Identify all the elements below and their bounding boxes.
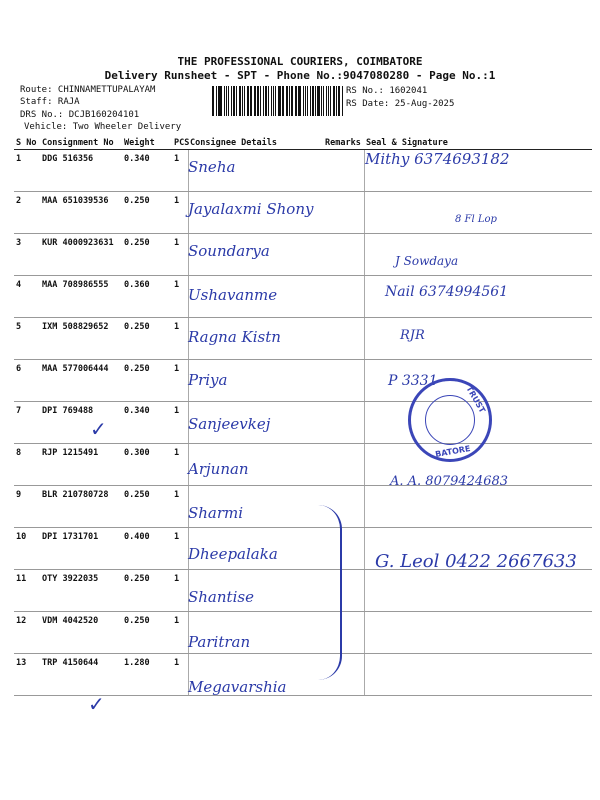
weight-cell: 0.250 <box>122 612 172 654</box>
consignee-handwriting: Jayalaxmi Shony <box>188 200 314 218</box>
pcs-cell: 1 <box>172 192 188 234</box>
col-weight: Weight <box>122 136 172 150</box>
sno-cell: 10 <box>14 528 40 570</box>
consignment-cell: DPI 769488 <box>40 402 122 444</box>
weight-cell: 0.250 <box>122 318 172 360</box>
consignee-handwriting: Arjunan <box>188 460 249 478</box>
check-mark-icon: ✓ <box>90 417 107 441</box>
sno-cell: 8 <box>14 444 40 486</box>
remarks-cell <box>323 150 364 192</box>
check-mark-icon: ✓ <box>88 692 105 716</box>
pcs-cell: 1 <box>172 276 188 318</box>
consignment-cell: IXM 508829652 <box>40 318 122 360</box>
table-header <box>14 136 592 150</box>
remarks-cell <box>323 192 364 234</box>
vehicle-label: Vehicle: Two Wheeler Delivery <box>24 122 182 132</box>
consignment-cell: DPI 1731701 <box>40 528 122 570</box>
weight-cell: 1.280 <box>122 654 172 696</box>
signature-handwriting: G. Leol 0422 2667633 <box>375 551 577 572</box>
pcs-cell: 1 <box>172 402 188 444</box>
table-row <box>14 234 592 276</box>
consignee-handwriting: Sneha <box>188 158 236 176</box>
bracket-mark <box>318 505 342 680</box>
sno-cell: 3 <box>14 234 40 276</box>
barcode <box>212 86 344 116</box>
consignment-cell: MAA 577006444 <box>40 360 122 402</box>
consignee-handwriting: Sharmi <box>188 504 244 522</box>
weight-cell: 0.400 <box>122 528 172 570</box>
company-title: THE PROFESSIONAL COURIERS, COIMBATORE <box>177 55 423 68</box>
signature-handwriting: RJR <box>400 328 425 343</box>
consignee-handwriting: Sanjeevkej <box>188 415 271 433</box>
consignee-handwriting: Dheepalaka <box>188 545 278 563</box>
pcs-cell: 1 <box>172 360 188 402</box>
sno-cell: 11 <box>14 570 40 612</box>
consignment-cell: DDG 516356 <box>40 150 122 192</box>
consignee-handwriting: Ragna Kistn <box>188 328 281 346</box>
consignee-handwriting: Megavarshia <box>188 678 287 696</box>
table-row <box>14 486 592 528</box>
route-label: Route: CHINNAMETTUPALAYAM <box>20 85 156 95</box>
col-pcs: PCS <box>174 137 190 148</box>
signature-handwriting: A. A. 8079424683 <box>390 474 509 489</box>
remarks-cell <box>323 444 364 486</box>
remarks-cell <box>323 318 364 360</box>
table-row <box>14 654 592 696</box>
sno-cell: 13 <box>14 654 40 696</box>
drs-label: DRS No.: DCJB160204101 <box>20 110 140 120</box>
seal-cell <box>364 486 592 528</box>
consignment-cell: MAA 708986555 <box>40 276 122 318</box>
remarks-cell <box>323 402 364 444</box>
col-sno: S No <box>14 136 40 150</box>
pcs-cell: 1 <box>172 234 188 276</box>
weight-cell: 0.360 <box>122 276 172 318</box>
col-consignee: Consignee Details <box>188 136 323 150</box>
col-remarks: Remarks <box>323 136 364 150</box>
seal-cell <box>364 570 592 612</box>
remarks-cell <box>323 276 364 318</box>
pcs-cell: 1 <box>172 444 188 486</box>
stamp-text: TRUST <box>464 384 487 415</box>
col-seal: Seal & Signature <box>364 136 592 150</box>
signature-handwriting: P 3331 <box>388 373 438 389</box>
signature-handwriting: Nail 6374994561 <box>385 284 509 300</box>
sno-cell: 6 <box>14 360 40 402</box>
pcs-cell: 1 <box>172 528 188 570</box>
company-seal-stamp <box>408 378 492 462</box>
consignee-handwriting: Priya <box>188 371 228 389</box>
sno-cell: 7 <box>14 402 40 444</box>
table-row <box>14 360 592 402</box>
seal-cell <box>364 654 592 696</box>
table-row <box>14 570 592 612</box>
sno-cell: 1 <box>14 150 40 192</box>
pcs-cell: 1 <box>172 318 188 360</box>
consignment-cell: KUR 4000923631 <box>40 234 122 276</box>
sno-cell: 5 <box>14 318 40 360</box>
remarks-cell <box>323 234 364 276</box>
pcs-cell: 1 <box>172 150 188 192</box>
consignee-handwriting: Paritran <box>188 633 251 651</box>
consignee-handwriting: Shantise <box>188 588 254 606</box>
consignment-cell: MAA 651039536 <box>40 192 122 234</box>
weight-cell: 0.250 <box>122 234 172 276</box>
consignment-cell: RJP 1215491 <box>40 444 122 486</box>
weight-cell: 0.340 <box>122 150 172 192</box>
sno-cell: 4 <box>14 276 40 318</box>
table-row <box>14 612 592 654</box>
pcs-cell: 1 <box>172 654 188 696</box>
seal-cell <box>364 192 592 234</box>
seal-cell <box>364 318 592 360</box>
weight-cell: 0.250 <box>122 486 172 528</box>
weight-cell: 0.250 <box>122 192 172 234</box>
consignment-cell: OTY 3922035 <box>40 570 122 612</box>
rs-date: RS Date: 25-Aug-2025 <box>346 99 455 109</box>
consignment-cell: TRP 4150644 <box>40 654 122 696</box>
table-row <box>14 318 592 360</box>
consignment-cell: VDM 4042520 <box>40 612 122 654</box>
pcs-cell: 1 <box>172 570 188 612</box>
consignment-cell: BLR 210780728 <box>40 486 122 528</box>
sno-cell: 9 <box>14 486 40 528</box>
signature-handwriting: J Sowdaya <box>395 254 459 268</box>
signature-handwriting: Mithy 6374693182 <box>365 150 510 168</box>
col-consignment: Consignment No <box>40 136 122 150</box>
weight-cell: 0.300 <box>122 444 172 486</box>
sno-cell: 12 <box>14 612 40 654</box>
sno-cell: 2 <box>14 192 40 234</box>
consignee-handwriting: Soundarya <box>188 242 270 260</box>
stamp-text-bottom: BATORE <box>434 443 472 460</box>
remarks-cell <box>323 360 364 402</box>
weight-cell: 0.340 <box>122 402 172 444</box>
runsheet-table <box>14 136 592 696</box>
weight-cell: 0.250 <box>122 360 172 402</box>
runsheet-subtitle: Delivery Runsheet - SPT - Phone No.:9047080280 - Page No.:1 <box>104 69 496 82</box>
staff-label: Staff: RAJA <box>20 97 80 107</box>
consignee-handwriting: Ushavanme <box>188 286 278 304</box>
rs-number: RS No.: 1602041 <box>346 86 428 96</box>
seal-cell <box>364 612 592 654</box>
pcs-cell: 1 <box>172 612 188 654</box>
weight-cell: 0.250 <box>122 570 172 612</box>
pcs-cell: 1 <box>172 486 188 528</box>
signature-handwriting: 8 Fl Lop <box>455 214 497 225</box>
